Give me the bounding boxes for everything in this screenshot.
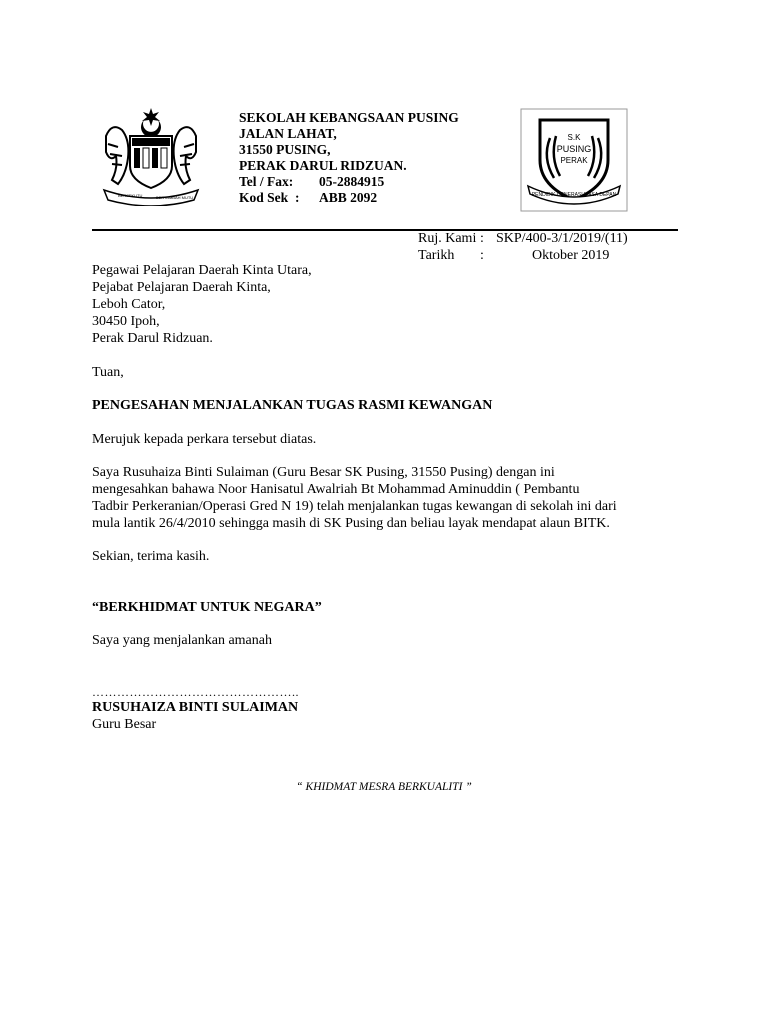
date-label: Tarikh <box>418 248 455 263</box>
recipient-line: Pejabat Pelajaran Daerah Kinta, <box>92 280 271 295</box>
paragraph-intro: Merujuk kepada perkara tersebut diatas. <box>92 432 317 447</box>
recipient-line: Leboh Cator, <box>92 297 166 312</box>
motto: “BERKHIDMAT UNTUK NEGARA” <box>92 600 322 615</box>
school-name: SEKOLAH KEBANGSAAN PUSING <box>239 110 459 125</box>
recipient-address <box>92 262 682 347</box>
paragraph-confirmation <box>92 464 682 532</box>
subject-heading: PENGESAHAN MENJALANKAN TUGAS RASMI KEWANGAN <box>92 398 493 413</box>
tel-value: 05-2884915 <box>319 174 385 189</box>
closing: Sekian, terima kasih. <box>92 549 210 564</box>
malaysia-coat-of-arms-icon <box>96 106 206 206</box>
date-value: Oktober 2019 <box>532 248 610 263</box>
svg-text:PERAK: PERAK <box>560 156 588 165</box>
code-label: Kod Sek <box>239 190 289 205</box>
recipient-line: Perak Darul Ridzuan. <box>92 331 213 346</box>
ruj-label: Ruj. Kami <box>418 231 477 246</box>
address-line: JALAN LAHAT, <box>239 126 337 141</box>
svg-text:PUSING: PUSING <box>556 144 592 154</box>
svg-text:PENDIDIK GENERASI MASA DEPAN: PENDIDIK GENERASI MASA DEPAN <box>531 192 617 198</box>
recipient-line: Pegawai Pelajaran Daerah Kinta Utara, <box>92 263 312 278</box>
code-colon: : <box>295 190 300 205</box>
code-value: ABB 2092 <box>319 190 378 205</box>
address-line: 31550 PUSING, <box>239 142 331 157</box>
reference-row <box>418 230 628 247</box>
svg-text:BERTAMBAH MUTU: BERTAMBAH MUTU <box>156 195 194 200</box>
tel-fax-row <box>239 174 459 190</box>
salutation: Tuan, <box>92 365 124 380</box>
address-line: PERAK DARUL RIDZUAN. <box>239 158 407 173</box>
trust-line: Saya yang menjalankan amanah <box>92 633 272 648</box>
recipient-line: 30450 Ipoh, <box>92 314 160 329</box>
svg-text:BERSEKUTU: BERSEKUTU <box>118 193 143 198</box>
letterhead <box>239 110 459 206</box>
school-code-row <box>239 190 459 206</box>
school-logo <box>520 108 628 212</box>
reference-block <box>418 230 628 264</box>
svg-text:S.K: S.K <box>567 133 581 142</box>
date-colon: : <box>480 248 484 263</box>
paragraph-line: Tadbir Perkeranian/Operasi Gred N 19) telah menjalankan tugas kewangan di sekolah ini dari <box>92 499 617 514</box>
paragraph-line: mengesahkan bahawa Noor Hanisatul Awalriah Bt Mohammad Aminuddin ( Pembantu <box>92 482 580 497</box>
paragraph-line: mula lantik 26/4/2010 sehingga masih di SK Pusing dan beliau layak mendapat alaun BITK. <box>92 516 610 531</box>
signature-dots: ………………………………………….. <box>92 685 299 699</box>
footer-slogan: “ KHIDMAT MESRA BERKUALITI ” <box>296 781 472 793</box>
paragraph-line: Saya Rusuhaiza Binti Sulaiman (Guru Besar SK Pusing, 31550 Pusing) dengan ini <box>92 465 555 480</box>
ruj-value: SKP/400-3/1/2019/(11) <box>496 231 628 246</box>
coat-of-arms-logo <box>96 106 206 206</box>
tel-label: Tel / Fax: <box>239 174 294 189</box>
signatory-name: RUSUHAIZA BINTI SULAIMAN <box>92 700 299 715</box>
school-shield-icon <box>520 108 628 212</box>
signatory-title: Guru Besar <box>92 717 157 732</box>
ruj-colon: : <box>480 231 484 246</box>
